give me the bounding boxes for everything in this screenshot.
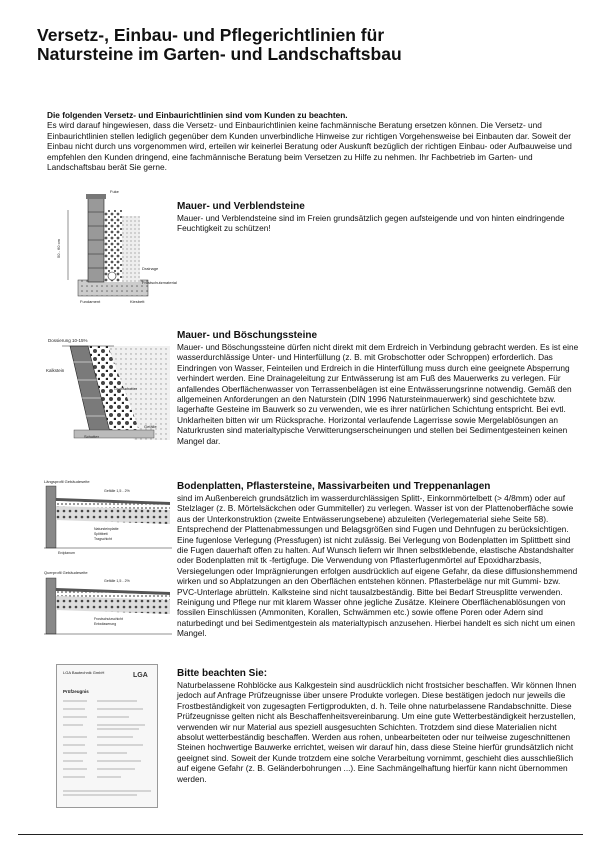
paving-fig-a-layer2: Splittbett	[94, 532, 108, 536]
paving-fig-b-drain: Entwässerung	[94, 622, 117, 626]
certificate-logo: LGA	[133, 672, 148, 679]
paving-fig-a-ground: Erdplanum	[58, 551, 75, 555]
paving-fig-a-slope: Gefälle 1,5 - 2%	[104, 489, 130, 493]
slope-fig-label-top: Dossierung 10-15%	[48, 338, 88, 343]
wall-fig-label-drainage: Drainage	[142, 266, 159, 271]
section-body-bitte-beachten: Naturbelassene Rohblöcke aus Kalkgestein sind ausdrücklich nicht frostsicher beschaffen. Wir können Ihnen jedoch auf Anfrage Prüfzeugnisse über unsere Produkte vorlegen. Diese bestätigen jedoch nur jeweils die Frostbeständigkeit von zugesagten Fertigprodukten, d. h. Teile ohne naturbelassene Randabschnitte. Diese Prüfzeugnisse gelten nicht als Beschaffenheitsvereinbarung. Um eine gute Wetterbeständigkeit herzustellen, verwenden wir nur Material aus speziell ausgesuchten Schichten. Trotzdem sind diese Materialien nicht absolut wetterbeständig beschaffen. Werden aus rohen, unbearbeiteten oder nur teilweise zugeschnittenen Steinen hochwertige Bauwerke errichtet, weisen wir darauf hin, dass diese Steine hierfür grundsätzlich nicht geeignet sind. Soweit der Kunde trotzdem eine solche Verarbeitung vornimmt, geschieht dies ausschließlich auf eigene Gefahr (z. B. Geländerbohrungen ...). Eine Sachmängelhaftung hierfür kann nicht übernommen werden.	[177, 680, 577, 784]
paving-fig-b-slope: Gefälle 1,5 - 2%	[104, 579, 130, 583]
paving-profiles-figure	[44, 478, 172, 638]
intro-block	[47, 110, 582, 172]
title-line-2: Natursteine im Garten- und Landschaftsbau	[37, 44, 402, 64]
paving-fig-a-layer1: Natursteinplatte	[94, 527, 119, 531]
wall-fig-label-top: Fuke	[110, 189, 119, 194]
section-body-bodenplatten: sind im Außenbereich grundsätzlich im wasserdurchlässigen Splitt-, Einkornmörtelbett (> 4/8mm) oder auf Stelzlager (z. B. Mörtelsäckchen oder Gummiteller) zu verlegen. Wasser ist von der Plattenoberfläche sowie aus der Unterkonstruktion (zweite Entwässerungsebene) abzuleiten (Verlegematerial siehe Seite 58). Entsprechend der Plattenabmessungen und Belagsgrößen sind Fugen und Dehnfugen zu berücksichtigen. Eine fugenlose Verlegung (Pressfugen) ist nicht zulässig. Bei Verlegung von Bodenplatten im Splittbett sind die Fugen dauerhaft offen zu halten. Auf Wunsch liefern wir Ihnen selbstklebende, elastische Abstandshalter oder Bodenplatten mit tk -fertigfuge. Die Verwendung von Pflasterfugenmörtel auf Epoxidharzbasis, Versiegelungen oder Imprägnierungen erfolgen ausdrücklich auf eigene Gefahr, da diese diffusionshemmend wirken und so Abplatzungen an den Oberflächen entstehen können. Pflasterbeläge nur mit Gummi- bzw. PVC-Unterlage abrütteln. Kalksteine sind nicht tausalzbeständig. Bitte bei Bedarf Streusplitte verwenden. Reinigung und Pflege nur mit klarem Wasser ohne jegliche Zusätze. Kleinere Oberflächenablösungen von fossilen Einschlüssen (Ammoniten, Korallen, Schwämmen etc.) sowie offene Poren oder Adern sind naturbedingt und bei Sedimentgestein als materialtypisch anzusehen. Hierbei handelt es sich nicht um einen Mangel.	[177, 493, 578, 639]
section-heading-mauer-boeschung: Mauer- und Böschungssteine	[177, 330, 318, 341]
paving-fig-a-title: Längsprofil Gebäudeseite	[44, 479, 90, 484]
section-heading-bodenplatten: Bodenplatten, Pflastersteine, Massivarbeiten und Treppenanlagen	[177, 481, 491, 492]
footer-divider	[18, 834, 583, 835]
wall-fig-label-frost: Frostschutzmaterial	[142, 280, 177, 285]
intro-lead: Die folgenden Versetz- und Einbaurichtlinien sind vom Kunden zu beachten.	[47, 110, 348, 120]
wall-fig-label-foundation: Fundament	[80, 299, 101, 304]
intro-text: Es wird darauf hingewiesen, dass die Versetz- und Einbaurichtlinien keine fachmännische Beratung ersetzen können. Die Versetz- und Einbaurichtlinien stellen lediglich gegenüber dem Kunden unverbindliche Hinweise zur richtigen Vorgehensweise bei Einbauten dar. Soweit der Einbau nicht durch uns vorgenommen wird, erteilen wir keinerlei Beratung oder Auskunft bezüglich der richtigen Einbau- oder Aufbauweise und empfehlen den Kunden dringend, eine fachmännische Beratung beim Versetzen zu Hilfe zu nehmen. Ihr Fachbetrieb im Garten- und Landschaftsbau berät Sie gerne.	[47, 120, 572, 173]
slope-fig-label-left: Kalkstein	[46, 368, 65, 373]
paving-fig-b-title: Querprofil Gebäudeseite	[44, 570, 88, 575]
certificate-doc-title: Prüfzeugnis	[63, 689, 89, 694]
section-heading-mauer-verblend: Mauer- und Verblendsteine	[177, 201, 305, 212]
paving-fig-b-layer4: Frostschutzschicht	[94, 617, 123, 621]
slope-wall-figure	[44, 332, 170, 440]
wall-section-figure	[50, 188, 177, 308]
section-body-mauer-verblend: Mauer- und Verblendsteine sind im Freien grundsätzlich gegen aufsteigende und von hinten eindringende Feuchtigkeit zu schützen!	[177, 213, 565, 234]
slope-fig-label-bottom: Schotter	[84, 434, 99, 439]
section-heading-bitte-beachten: Bitte beachten Sie:	[177, 668, 268, 679]
page-title	[37, 26, 577, 64]
wall-fig-label-gravel: Kiesbett	[130, 299, 145, 304]
slope-fig-label-right: Gefälle	[144, 424, 157, 429]
title-line-1: Versetz-, Einbau- und Pflegerichtlinien für	[37, 25, 385, 45]
certificate-heading: LGA Bautechnik GmbH	[63, 670, 105, 675]
wall-fig-label-height: 50 - 60 cm	[56, 239, 61, 258]
paving-fig-a-layer3: Tragschicht	[94, 537, 112, 541]
slope-fig-label-mid: Grobschotter	[114, 386, 138, 391]
test-certificate-figure	[56, 664, 158, 808]
section-body-mauer-boeschung: Mauer- und Böschungssteine dürfen nicht direkt mit dem Erdreich in Verbindung gebracht werden. Es ist eine wasserdurchlässige Unter- und Hinterfüllung (z. B. mit Grobschotter oder Schroppen) erforderlich. Das Eindringen von Wasser, Feinteilen und Erdreich in die Hinterfüllung muss durch eine geeignete Absperrung verhindert werden. Eine Drainageleitung zur Entwässerung ist am Fuß des Mauerwerks zu verlegen. Für anfallendes Oberflächenwasser von Terrassenbelägen ist eine Entwässerungsrinne notwendig. Gemäß den allgemeinen Anforderungen an den Naturstein (DIN 1996 Natursteinmauerwerk) sind geschichtete bzw. lagerhafte Gesteine im Bauwerk so zu verwenden, wie es ihrer natürlichen Schichtung entspricht. Bei evtl. Unklarheiten bitten wir um Rücksprache. Horizontal verlaufende Lagerrisse sowie Mergelablösungen an Naturkrusten sind materialtypische Verwitterungserscheinungen und stellen bei Sedimentgesteinen keinen Mangel dar.	[177, 342, 579, 446]
